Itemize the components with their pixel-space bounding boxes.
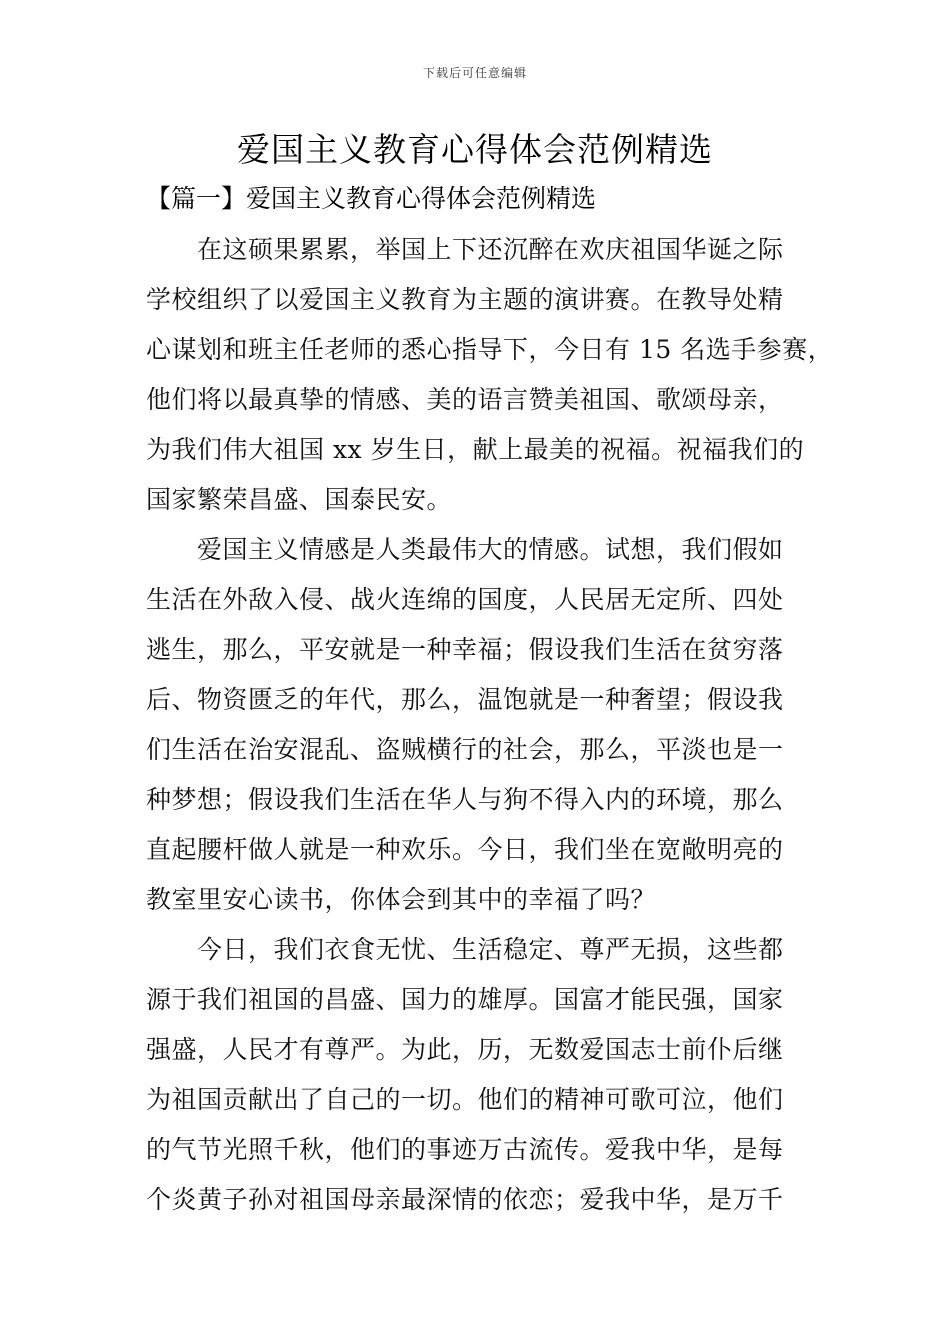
section-heading: 【篇一】爱国主义教育心得体会范例精选 [146,184,597,213]
body-line: 们生活在治安混乱、盗贼横行的社会，那么，平淡也是一 [146,735,784,764]
body-line: 他们将以最真挚的情感、美的语言赞美祖国、歌颂母亲， [146,385,784,414]
body-line: 后、物资匮乏的年代，那么，温饱就是一种奢望；假设我 [146,685,784,714]
body-line: 生活在外敌入侵、战火连绵的国度，人民居无定所、四处 [146,585,784,614]
body-line: 国家繁荣昌盛、国泰民安。 [146,485,453,514]
body-line: 教室里安心读书，你体会到其中的幸福了吗？ [146,885,657,914]
body-line: 源于我们祖国的昌盛、国力的雄厚。国富才能民强，国家 [146,985,784,1014]
body-line: 心谋划和班主任老师的悉心指导下，今日有 15 名选手参赛， [146,335,834,364]
body-line: 强盛，人民才有尊严。为此，历，无数爱国志士前仆后继 [146,1035,784,1064]
body-line: 为祖国贡献出了自己的一切。他们的精神可歌可泣，他们 [146,1085,784,1114]
body-line: 个炎黄子孙对祖国母亲最深情的依恋；爱我中华，是万千 [146,1185,784,1214]
body-line: 逃生，那么，平安就是一种幸福；假设我们生活在贫穷落 [146,635,784,664]
header-note: 下载后可任意编辑 [422,66,527,80]
body-line: 的气节光照千秋，他们的事迹万古流传。爱我中华，是每 [146,1135,784,1164]
body-line: 爱国主义情感是人类最伟大的情感。试想，我们假如 [146,535,784,564]
body-line: 直起腰杆做人就是一种欢乐。今日，我们坐在宽敞明亮的 [146,835,784,864]
document-title: 爱国主义教育心得体会范例精选 [237,130,713,169]
body-line: 为我们伟大祖国 xx 岁生日，献上最美的祝福。祝福我们的 [146,435,805,464]
body-line: 在这硕果累累，举国上下还沉醉在欢庆祖国华诞之际 [146,235,784,264]
body-line: 今日，我们衣食无忧、生活稳定、尊严无损，这些都 [146,935,784,964]
body-line: 学校组织了以爱国主义教育为主题的演讲赛。在教导处精 [146,285,784,314]
body-line: 种梦想；假设我们生活在华人与狗不得入内的环境，那么 [146,785,784,814]
